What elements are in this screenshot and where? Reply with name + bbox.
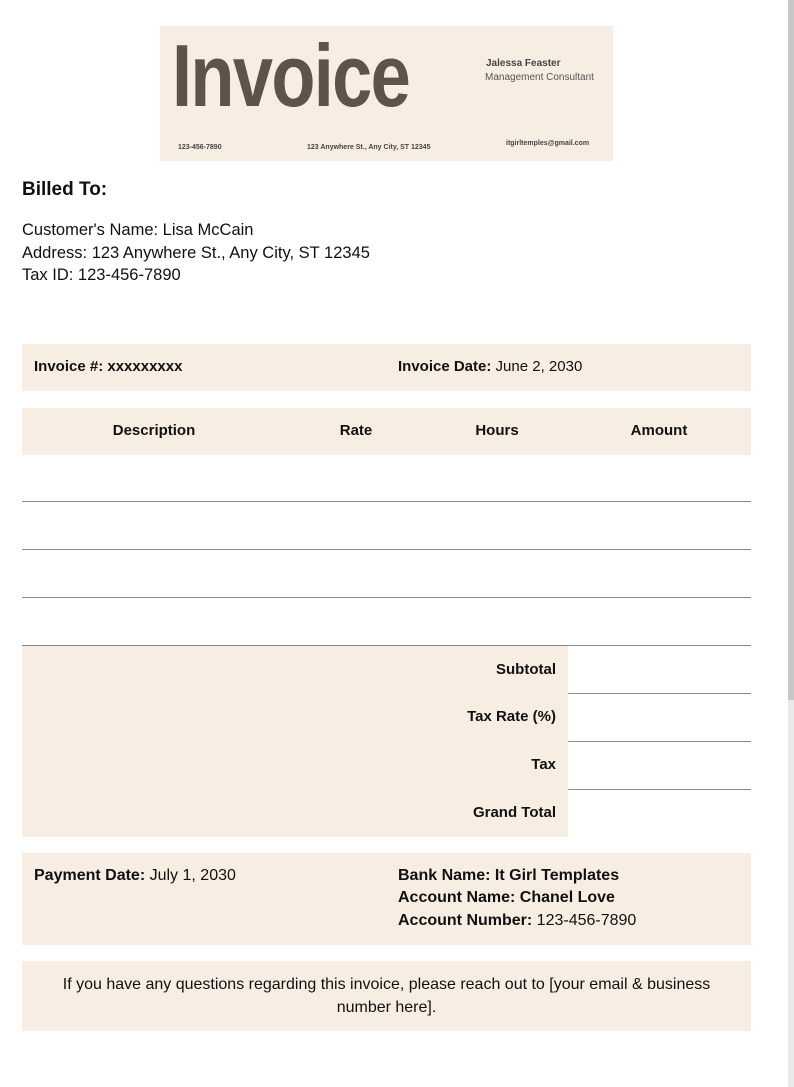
column-hours: Hours [475,422,519,439]
contact-note-text: If you have any questions regarding this invoice, please reach out to [your email & business number here]. [62,976,711,1016]
billed-to-heading: Billed To: [22,179,108,200]
table-row-divider [22,597,751,598]
payment-section [22,853,751,945]
subtotal-value-line [568,693,751,694]
payment-date-label: Payment Date: [34,867,146,884]
contact-note [22,961,751,1031]
account-number-label: Account Number: [398,912,533,929]
grand-total-label: Grand Total [472,804,556,821]
scrollbar[interactable] [788,0,794,1087]
totals-section [22,646,568,837]
tax-label: Tax [531,756,556,773]
person-role: Management Consultant [485,72,594,83]
subtotal-label: Subtotal [496,661,556,678]
header-email: itgirltemples@gmail.com [506,140,590,147]
column-description: Description [112,422,196,439]
payment-date [34,867,236,885]
person-name: Jalessa Feaster [486,58,561,69]
bank-name [398,867,619,885]
account-name-text: Account Name: Chanel Love [398,889,615,906]
header-banner [160,26,613,161]
scrollbar-thumb[interactable] [788,0,794,700]
customer-address: Address: 123 Anywhere St., Any City, ST 12345 [22,244,370,262]
invoice-info-bar [22,344,751,391]
table-row-divider [22,501,751,502]
column-rate: Rate [339,422,373,439]
tax-rate-value-line [568,741,751,742]
invoice-date-label: Invoice Date: [398,358,492,375]
invoice-title: Invoice [172,26,410,125]
customer-tax-id: Tax ID: 123-456-7890 [22,266,181,284]
payment-date-value: July 1, 2030 [145,867,236,884]
account-name [398,889,615,907]
invoice-date [398,358,582,375]
account-number-value: 123-456-7890 [532,912,637,929]
tax-value-line [568,789,751,790]
bank-name-text: Bank Name: It Girl Templates [398,867,620,884]
table-row-divider [22,549,751,550]
table-header [22,408,751,455]
customer-name: Customer's Name: Lisa McCain [22,221,254,239]
column-amount: Amount [630,422,688,439]
header-phone: 123-456-7890 [178,144,222,151]
invoice-date-value: June 2, 2030 [491,358,583,375]
header-address: 123 Anywhere St., Any City, ST 12345 [307,144,431,151]
tax-rate-label: Tax Rate (%) [467,708,556,725]
invoice-number: Invoice #: xxxxxxxxx [34,358,183,375]
account-number [398,912,636,930]
